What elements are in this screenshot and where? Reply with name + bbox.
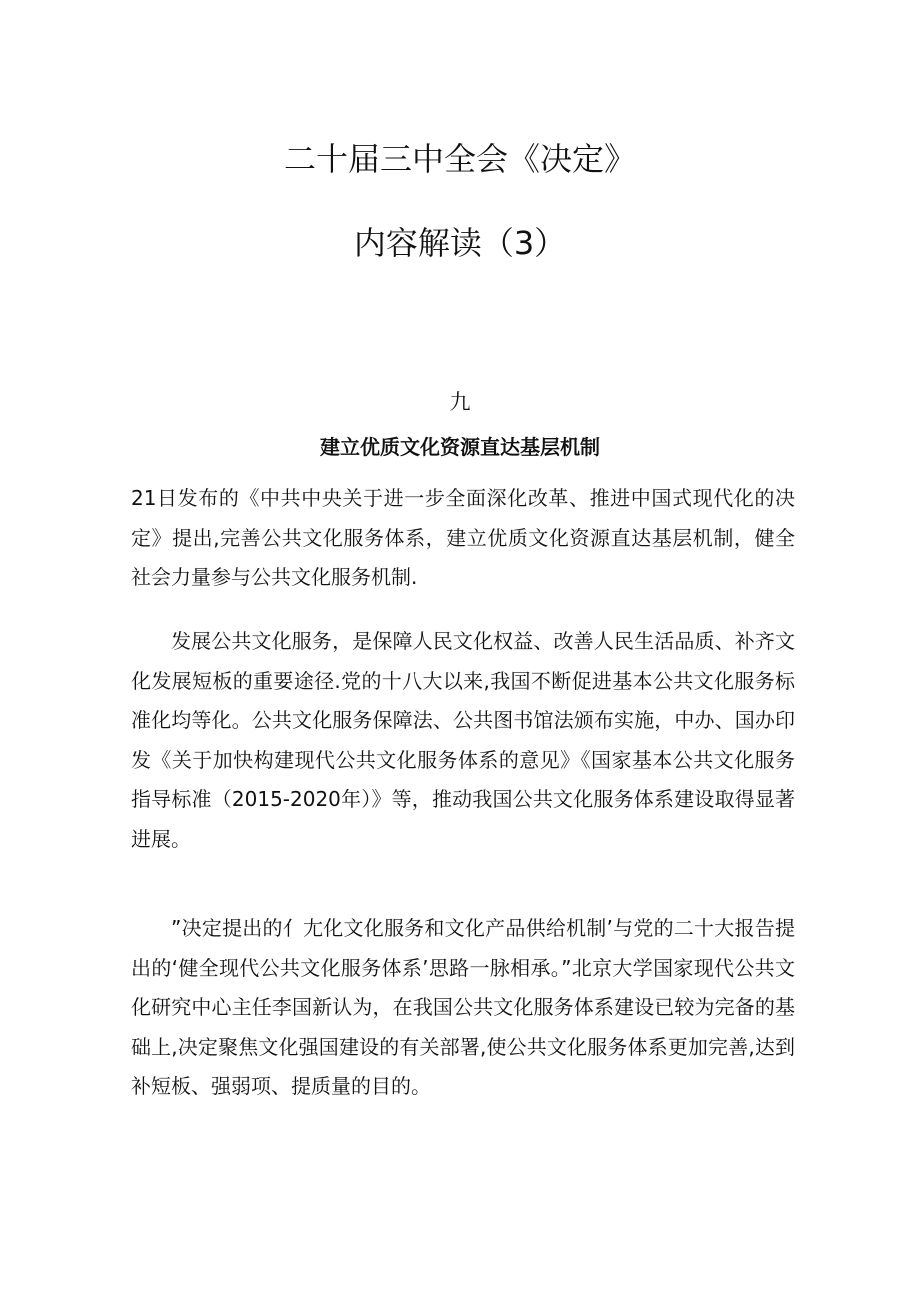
paragraph-2: 发展公共文化服务，是保障人民文化权益、改善人民生活品质、补齐文化发展短板的重要途径.党的十八大以来,我国不断促进基本公共文化服务标准化均等化。公共文化服务保障法、公共图书馆法颁布实施，中办、国办印发《关于加快构建现代公共文化服务体系的意见》《国家基本公共文化服务指导标准（2015-2020年）》等，推动我国公共文化服务体系建设取得显著进展。 [131,629,795,851]
section-number: 九 [449,390,471,414]
document-subtitle: 内容解读（3） [353,224,567,262]
paragraph-1: 21日发布的《中共中央关于进一步全面深化改革、推进中国式现代化的决定》提出,完善公共文化服务体系，建立优质文化资源直达基层机制，健全社会力量参与公共文化服务机制. [131,486,795,589]
document-title: 二十届三中全会《决定》 [283,140,636,178]
paragraph-3: ”决定提出的亻尢化文化服务和文化产品供给机制’与党的二十大报告提出的‘健全现代公共文化服务体系’思路一脉相承。”北京大学国家现代公共文化研究中心主任李国新认为，在我国公共文化服务体系建设已较为完备的基础上,决定聚焦文化强国建设的有关部署,使公共文化服务体系更加完善,达到补短板、强弱项、提质量的目的。 [131,916,795,1098]
section-heading: 建立优质文化资源直达基层机制 [320,435,600,459]
